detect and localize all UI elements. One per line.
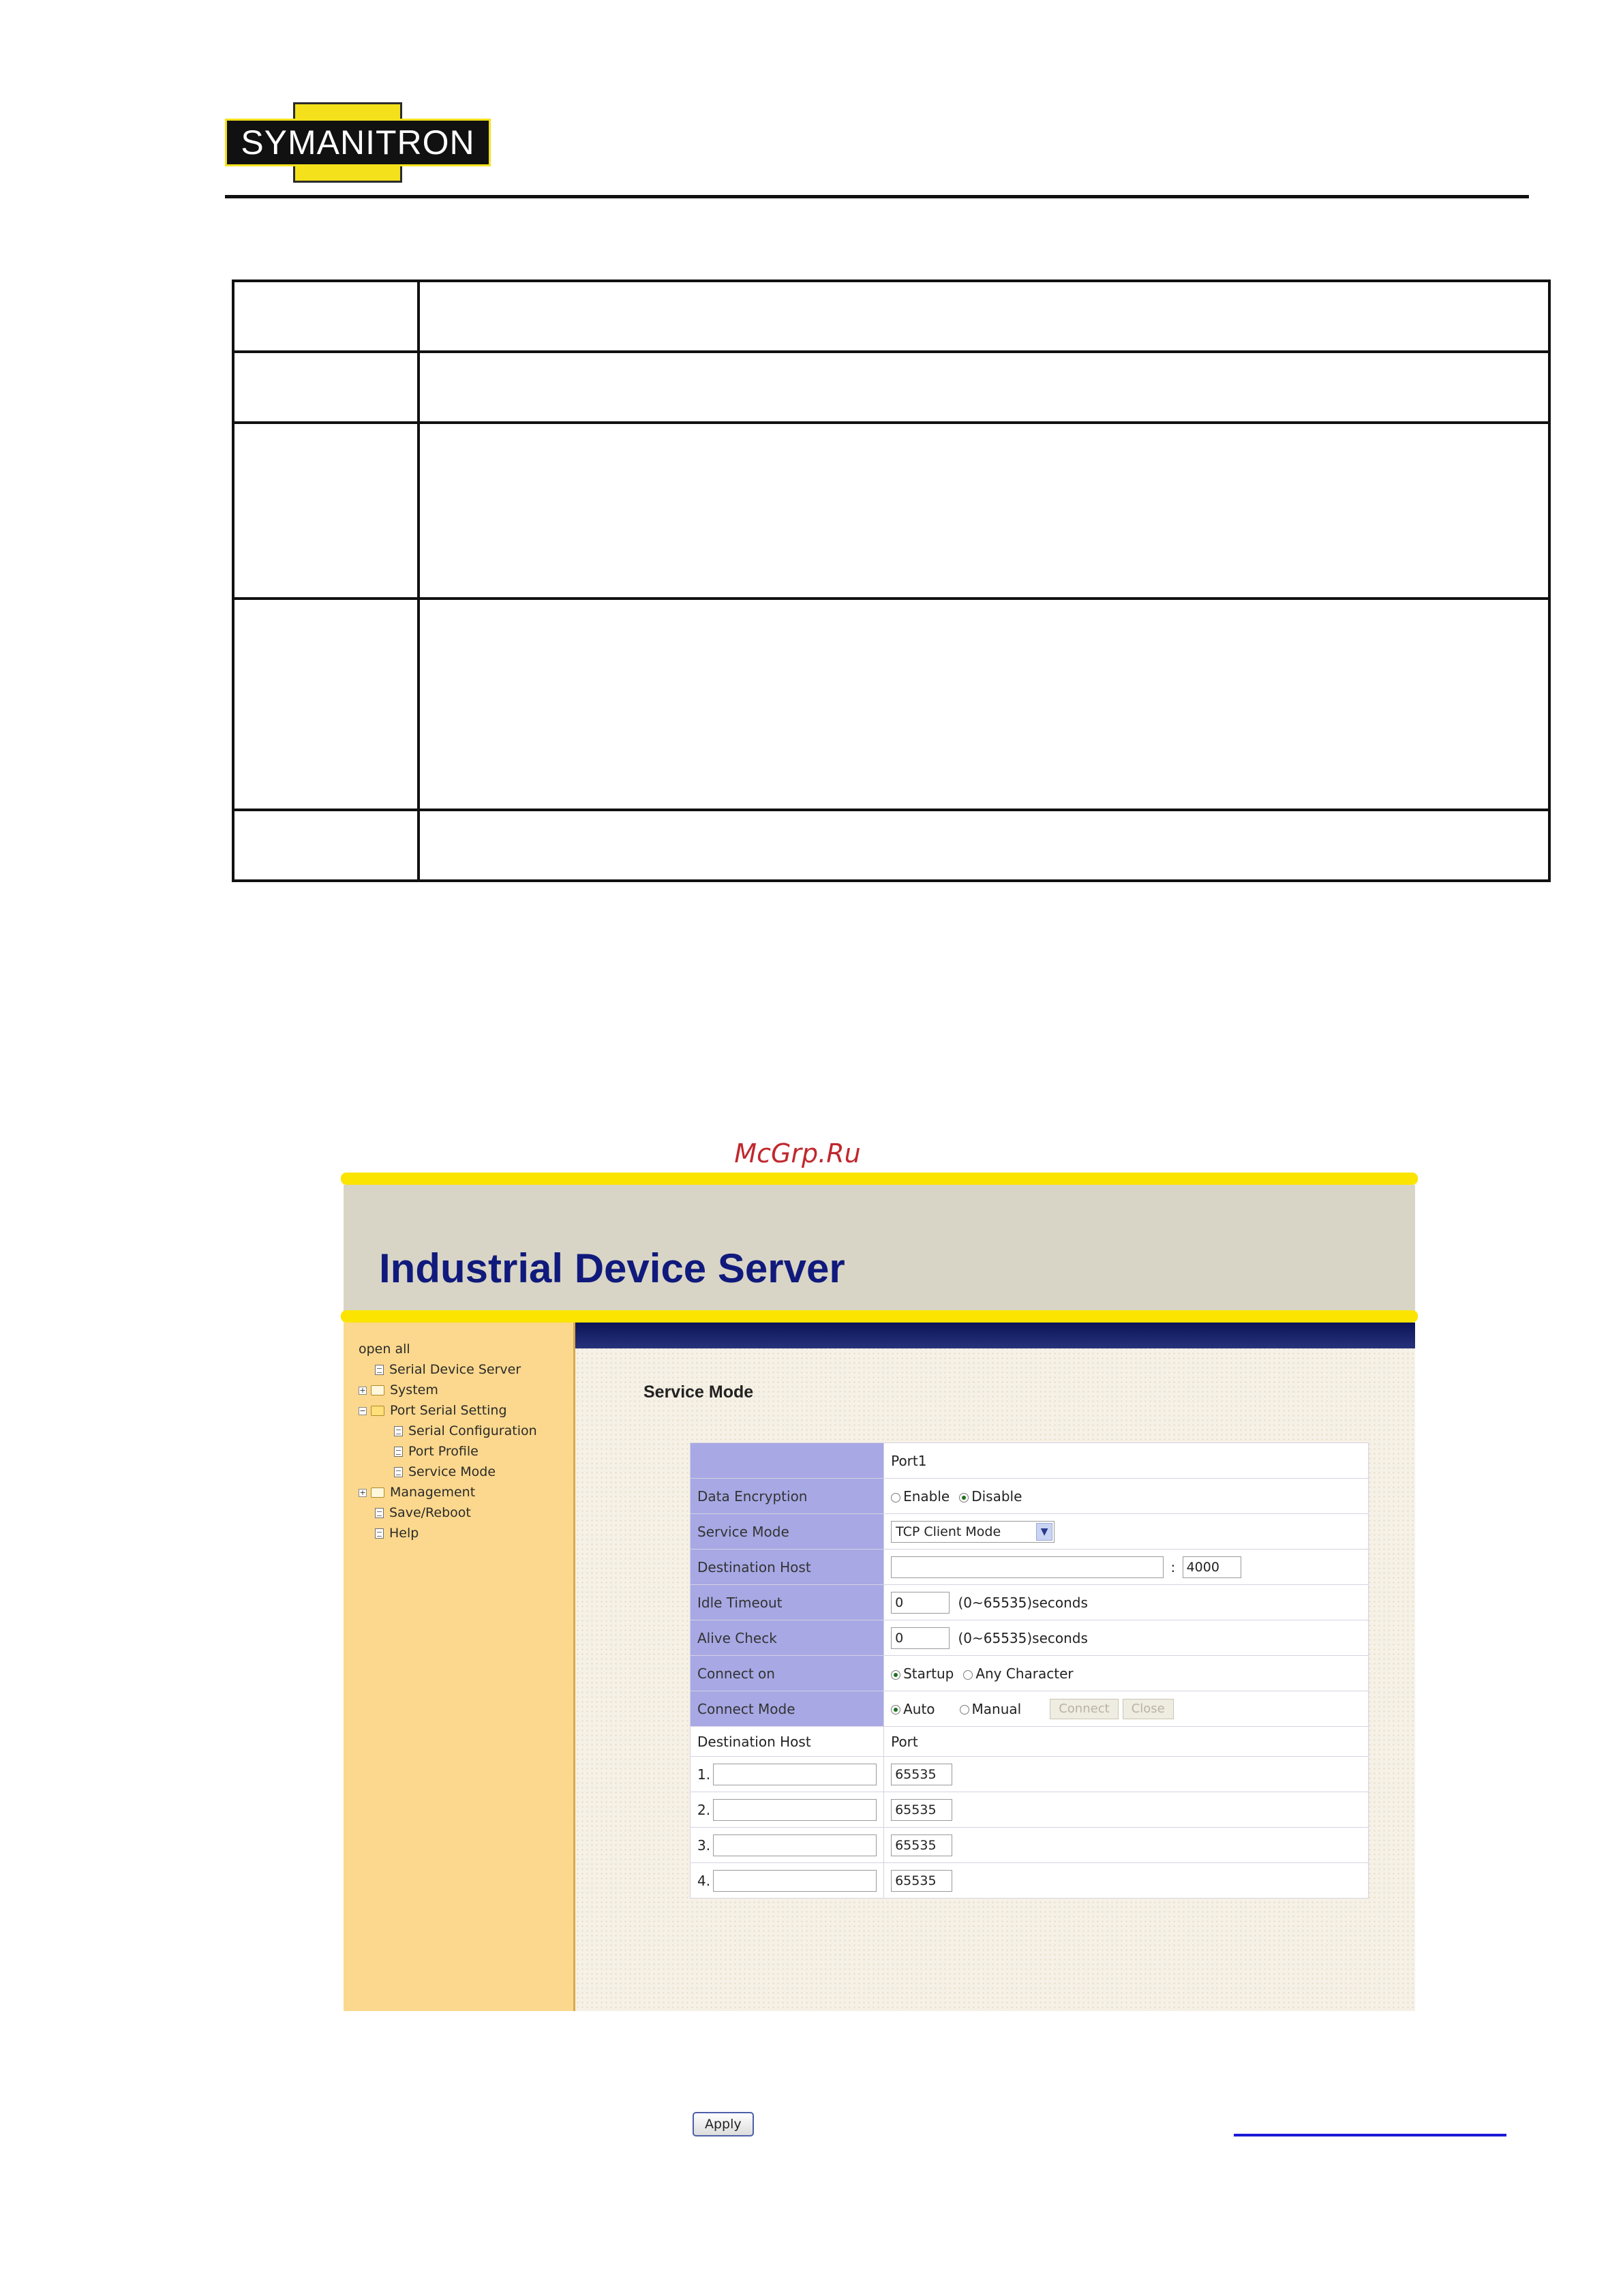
table-cell [419, 281, 1549, 352]
connect-on-label: Connect on [691, 1656, 884, 1691]
table-cell [419, 423, 1549, 599]
sidebar-item-label: Serial Configuration [408, 1423, 537, 1438]
yellow-band-top [341, 1173, 1418, 1185]
connect-mode-auto-option[interactable] [891, 1701, 935, 1717]
destination-host-field [884, 1550, 1369, 1585]
dest-host-input[interactable] [713, 1870, 877, 1892]
header-rule [225, 195, 1529, 198]
alive-check-label: Alive Check [691, 1620, 884, 1656]
table-row [691, 1691, 1369, 1727]
folder-icon [371, 1385, 384, 1395]
connect-on-any-character-option[interactable] [963, 1665, 1073, 1682]
sidebar-item-label: Port Profile [408, 1444, 479, 1459]
host-port-separator: : [1170, 1558, 1176, 1575]
destination-host-label: Destination Host [691, 1550, 884, 1585]
sidebar-item-label: open all [359, 1342, 410, 1357]
collapse-icon[interactable]: − [359, 1406, 366, 1415]
sidebar-item-label: System [390, 1383, 438, 1398]
connect-on-startup-option[interactable] [891, 1665, 954, 1682]
dest-port-input[interactable]: 65535 [891, 1870, 952, 1892]
page-icon [394, 1426, 403, 1436]
sidebar-item-label: Port Serial Setting [390, 1403, 507, 1418]
page-icon [394, 1467, 403, 1477]
sidebar-item-label: Management [390, 1485, 476, 1500]
open-folder-icon [371, 1406, 384, 1416]
table-cell [419, 599, 1549, 810]
option-label: Enable [903, 1488, 950, 1505]
table-row [233, 281, 1549, 352]
radio-enable[interactable] [891, 1493, 900, 1502]
sidebar-item-serial-configuration[interactable] [359, 1421, 537, 1441]
sidebar-item-system[interactable] [359, 1380, 537, 1400]
connect-button[interactable]: Connect [1050, 1699, 1118, 1719]
connect-mode-label: Connect Mode [691, 1691, 884, 1727]
table-row [691, 1620, 1369, 1656]
dest-port-cell [884, 1863, 1369, 1899]
sidebar-item-service-mode[interactable] [359, 1462, 537, 1482]
app-banner [344, 1185, 1415, 1318]
option-label: Startup [903, 1665, 954, 1682]
table-row [691, 1656, 1369, 1691]
idle-timeout-field [884, 1585, 1369, 1620]
yellow-band-middle [341, 1310, 1418, 1323]
radio-any-character[interactable] [963, 1670, 973, 1680]
table-row [691, 1727, 1369, 1757]
dest-host-cell [691, 1792, 884, 1828]
page-icon [375, 1528, 384, 1539]
service-mode-form [690, 1442, 1369, 1899]
radio-disable[interactable] [959, 1493, 969, 1502]
option-label: Any Character [975, 1665, 1074, 1682]
dest-port-input[interactable]: 65535 [891, 1834, 952, 1856]
dest-host-cell [691, 1757, 884, 1792]
logo-text: SYMANITRON [241, 123, 475, 162]
dest-port-input[interactable]: 65535 [891, 1764, 952, 1785]
table-row [233, 352, 1549, 423]
radio-auto[interactable] [891, 1705, 900, 1715]
page-icon [375, 1508, 384, 1518]
idle-timeout-label: Idle Timeout [691, 1585, 884, 1620]
page-title: Service Mode [643, 1383, 754, 1402]
dest-host-cell [691, 1828, 884, 1863]
radio-manual[interactable] [960, 1705, 969, 1715]
table-cell [233, 599, 419, 810]
table-row [691, 1443, 1369, 1479]
table-row [691, 1792, 1369, 1828]
table-row [233, 810, 1549, 881]
option-label: Disable [971, 1488, 1022, 1505]
chevron-down-icon[interactable]: ▼ [1036, 1523, 1052, 1541]
page-icon [375, 1365, 384, 1375]
table-row [691, 1479, 1369, 1514]
close-button[interactable]: Close [1123, 1699, 1174, 1719]
sidebar-item-help[interactable] [359, 1523, 537, 1543]
sidebar-item-label: Serial Device Server [389, 1362, 521, 1377]
destination-port-input[interactable]: 4000 [1183, 1556, 1241, 1578]
sidebar-item-open-all[interactable] [359, 1339, 537, 1359]
dest-port-column-header: Port [884, 1727, 1369, 1757]
dest-port-cell [884, 1757, 1369, 1792]
table-row [691, 1514, 1369, 1550]
dest-host-input[interactable] [713, 1799, 877, 1821]
header-blank-cell [691, 1443, 884, 1479]
destination-host-input[interactable] [891, 1556, 1164, 1578]
option-label: Manual [971, 1700, 1022, 1717]
dest-port-cell [884, 1792, 1369, 1828]
content-top-bar [575, 1323, 1415, 1348]
idle-timeout-unit: (0~65535)seconds [958, 1594, 1088, 1611]
row-index: 4. [697, 1872, 711, 1889]
sidebar [344, 1323, 575, 2011]
expand-icon[interactable]: + [359, 1385, 366, 1395]
table-cell [233, 352, 419, 423]
data-encryption-field [884, 1479, 1369, 1514]
table-cell [419, 810, 1549, 881]
row-index: 2. [697, 1801, 711, 1818]
table-row [691, 1585, 1369, 1620]
sidebar-item-port-serial-setting[interactable] [359, 1400, 537, 1421]
sidebar-item-serial-device-server[interactable] [359, 1359, 537, 1380]
service-mode-select[interactable] [891, 1521, 1055, 1543]
table-cell [233, 810, 419, 881]
alive-check-unit: (0~65535)seconds [958, 1629, 1088, 1646]
option-label: Auto [903, 1700, 935, 1717]
apply-button[interactable]: Apply [693, 2112, 754, 2136]
table-row [691, 1863, 1369, 1899]
table-row [691, 1828, 1369, 1863]
alive-check-field [884, 1620, 1369, 1656]
nav-tree [359, 1339, 537, 1543]
sidebar-item-label: Save/Reboot [389, 1505, 471, 1520]
row-index: 3. [697, 1837, 711, 1854]
data-encryption-label: Data Encryption [691, 1479, 884, 1514]
table-row [691, 1757, 1369, 1792]
service-mode-label: Service Mode [691, 1514, 884, 1550]
sidebar-item-management[interactable] [359, 1482, 537, 1502]
port-header: Port1 [884, 1443, 1369, 1479]
table-row [233, 423, 1549, 599]
select-value: TCP Client Mode [896, 1524, 1001, 1539]
table-cell [419, 352, 1549, 423]
folder-icon [371, 1487, 384, 1498]
dest-port-cell [884, 1828, 1369, 1863]
main-content [575, 1323, 1415, 2132]
connect-mode-manual-option[interactable] [960, 1701, 1022, 1717]
sidebar-item-save-reboot[interactable] [359, 1502, 537, 1523]
table-row [691, 1550, 1369, 1585]
row-index: 1. [697, 1766, 711, 1783]
dest-host-column-header: Destination Host [691, 1727, 884, 1757]
table-cell [233, 423, 419, 599]
sidebar-item-port-profile[interactable] [359, 1441, 537, 1462]
app-title: Industrial Device Server [379, 1245, 845, 1291]
dest-port-input[interactable]: 65535 [891, 1799, 952, 1821]
footer-link-underline [1234, 2134, 1506, 2136]
dest-host-cell [691, 1863, 884, 1899]
service-mode-field [884, 1514, 1369, 1550]
device-server-screenshot [341, 1173, 1418, 2132]
dest-host-input[interactable] [713, 1764, 877, 1785]
sidebar-item-label: Service Mode [408, 1464, 496, 1479]
connect-on-field [884, 1656, 1369, 1691]
connect-mode-field [884, 1691, 1369, 1727]
watermark: McGrp.Ru [734, 1138, 861, 1168]
page-icon [394, 1447, 403, 1457]
dest-host-input[interactable] [713, 1834, 877, 1856]
table-row [233, 599, 1549, 810]
encryption-disable-option[interactable] [959, 1488, 1022, 1505]
idle-timeout-input[interactable]: 0 [891, 1592, 950, 1614]
sidebar-item-label: Help [389, 1526, 419, 1541]
table-cell [233, 281, 419, 352]
symanitron-logo [225, 102, 491, 183]
document-table [232, 280, 1551, 882]
alive-check-input[interactable]: 0 [891, 1627, 950, 1649]
radio-startup[interactable] [891, 1670, 900, 1680]
encryption-enable-option[interactable] [891, 1488, 950, 1505]
expand-icon[interactable]: + [359, 1487, 366, 1497]
